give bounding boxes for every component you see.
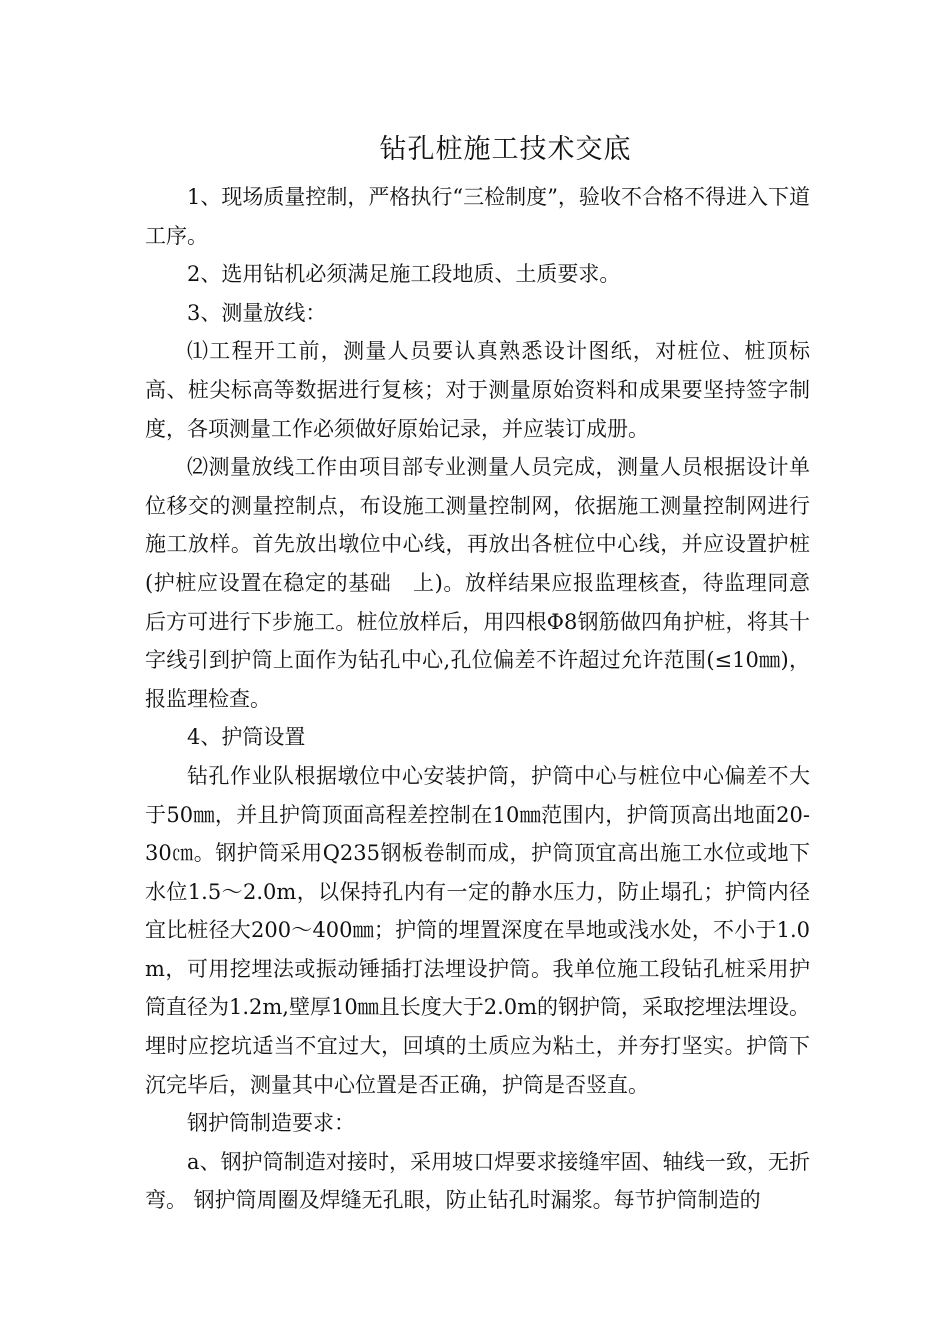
document-page [145,128,831,1220]
paragraph-survey-item-2: ⑵测量放线工作由项目部专业测量人员完成，测量人员根据设计单位移交的测量控制点，布设施工测量控制网，依据施工测量控制网进行施工放样。首先放出墩位中心线，再放出各桩位中心线，并应设置护桩(护桩应设置在稳定的基础 上)。放样结果应报监理核查，待监理同意后方可进行下步施工。桩位放样后，用四根Φ8钢筋做四角护桩，将其十字线引到护筒上面作为钻孔中心,孔位偏差不许超过允许范围(≤10㎜)，报监理检查。 [145,455,810,711]
document-title: 钻孔桩施工技术交底 [379,134,632,165]
paragraph-survey-item-1: ⑴工程开工前，测量人员要认真熟悉设计图纸，对桩位、桩顶标高、桩尖标高等数据进行复核；对于测量原始资料和成果要坚持签字制度，各项测量工作必须做好原始记录，并应装订成册。 [145,339,810,441]
paragraph-casing-setup: 钻孔作业队根据墩位中心安装护筒，护筒中心与桩位中心偏差不大于50㎜，并且护筒顶面高程差控制在10㎜范围内，护筒顶高出地面20-30㎝。钢护筒采用Q235钢板卷制而成，护筒顶宜高出施工水位或地下水位1.5～2.0m，以保持孔内有一定的静水压力，防止塌孔；护筒内径宜比桩径大200～400㎜；护筒的埋置深度在旱地或浅水处，不小于1.0 m，可用挖埋法或振动锤插打法埋设护筒。我单位施工段钻孔桩采用护筒直径为1.2m,壁厚10㎜且长度大于2.0m的钢护筒，采取挖埋法埋设。埋时应挖坑适当不宜过大，回填的土质应为粘土，并夯打坚实。护筒下沉完毕后，测量其中心位置是否正确，护筒是否竖直。 [145,763,831,1097]
paragraph-quality-control: 1、现场质量控制，严格执行“三检制度”，验收不合格不得进入下道工序。 [145,185,810,248]
heading-casing-setup: 4、护筒设置 [187,725,306,750]
paragraph-steel-casing-item-a: a、钢护筒制造对接时，采用坡口焊要求接缝牢固、轴线一致，无折弯。 钢护筒周圈及焊缝无孔眼，防止钻孔时漏浆。每节护筒制造的 [145,1149,810,1213]
paragraph-drill-selection: 2、选用钻机必须满足施工段地质、土质要求。 [187,262,621,287]
heading-steel-casing-requirements: 钢护筒制造要求： [187,1111,355,1136]
heading-survey-layout: 3、测量放线： [187,300,327,325]
